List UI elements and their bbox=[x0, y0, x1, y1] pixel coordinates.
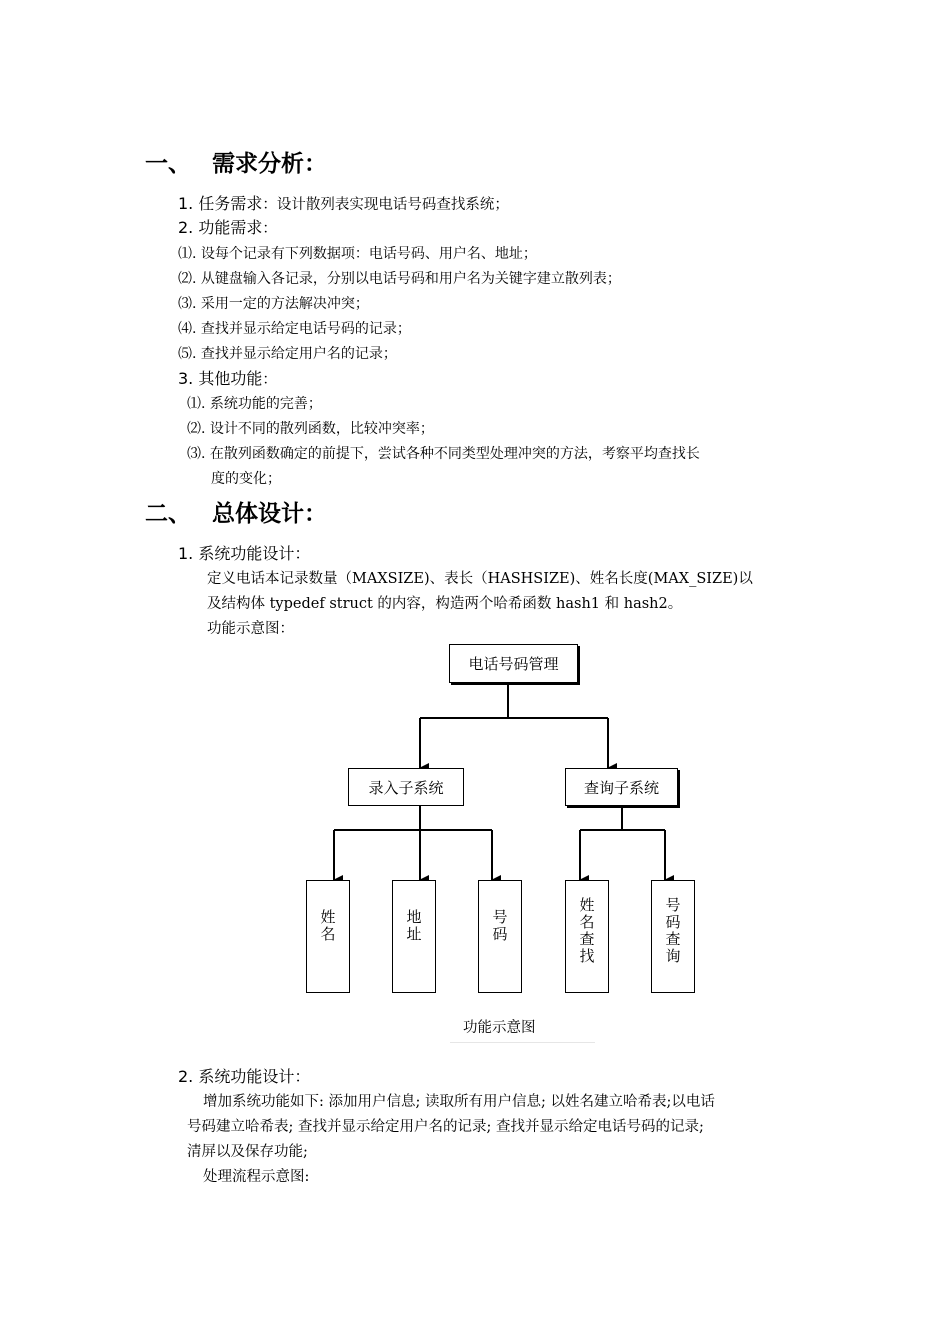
func-item: ⑴. 设每个记录有下列数据项：电话号码、用户名、地址； bbox=[178, 246, 537, 262]
other-text: ： bbox=[262, 372, 277, 388]
other-label: 3. 其他功能 bbox=[178, 369, 263, 388]
leaf-number-query-label: 号码查询 bbox=[665, 896, 681, 965]
leaf-address-label: 地址 bbox=[406, 908, 422, 943]
func-text: ： bbox=[262, 221, 277, 237]
leaf-name-label: 姓名 bbox=[320, 908, 336, 943]
section2-title: 总体设计： bbox=[212, 501, 327, 527]
diagram-root-label: 电话号码管理 bbox=[468, 655, 559, 673]
diagram-query-subsystem-box bbox=[565, 768, 678, 806]
section1-number: 一、 bbox=[145, 151, 191, 177]
sub2-line: 号码建立哈希表; 查找并显示给定用户名的记录; 查找并显示给定电话号码的记录; bbox=[187, 1119, 704, 1135]
sub2-line: 增加系统功能如下: 添加用户信息; 读取所有用户信息; 以姓名建立哈希表;以电话 bbox=[203, 1094, 715, 1110]
func-item: ⑸. 查找并显示给定用户名的记录； bbox=[178, 346, 397, 362]
diagram-root-box bbox=[449, 644, 578, 683]
other-item: ⑶. 在散列函数确定的前提下，尝试各种不同类型处理冲突的方法，考察平均查找长 bbox=[187, 446, 700, 462]
leaf-name-search-label: 姓名查找 bbox=[579, 896, 595, 965]
sub1-line: 定义电话本记录数量（MAXSIZE)、表长（HASHSIZE)、姓名长度(MAX_SIZE)以 bbox=[207, 571, 753, 587]
sub2-line: 处理流程示意图: bbox=[203, 1169, 310, 1185]
diagram-leaf-name-search bbox=[565, 880, 609, 993]
other-item: ⑴. 系统功能的完善； bbox=[187, 396, 322, 412]
diagram-query-subsystem-label: 查询子系统 bbox=[583, 778, 659, 797]
sub1-line: 及结构体 typedef struct 的内容，构造两个哈希函数 hash1 和 hash2。 bbox=[207, 596, 683, 612]
section1-title: 需求分析： bbox=[212, 151, 327, 177]
diagram-leaf-name bbox=[306, 880, 350, 993]
caption-divider bbox=[450, 1042, 595, 1043]
leaf-number-label: 号码 bbox=[492, 908, 508, 943]
func-item: ⑶. 采用一定的方法解决冲突； bbox=[178, 296, 369, 312]
diagram-leaf-number bbox=[478, 880, 522, 993]
task-label: 1. 任务需求 bbox=[178, 194, 263, 213]
other-item: 度的变化； bbox=[211, 471, 281, 487]
other-item: ⑵. 设计不同的散列函数，比较冲突率； bbox=[187, 421, 434, 437]
diagram-leaf-address bbox=[392, 880, 436, 993]
diagram-leaf-number-query bbox=[651, 880, 695, 993]
diagram-input-subsystem-label: 录入子系统 bbox=[368, 778, 444, 797]
sub2-line: 清屏以及保存功能; bbox=[187, 1144, 308, 1160]
sub2-label: 2. 系统功能设计： bbox=[178, 1067, 311, 1086]
section2-number: 二、 bbox=[145, 501, 191, 527]
func-label: 2. 功能需求 bbox=[178, 218, 263, 237]
diagram-input-subsystem-box bbox=[348, 768, 464, 806]
func-item: ⑷. 查找并显示给定电话号码的记录； bbox=[178, 321, 411, 337]
task-text: ：设计散列表实现电话号码查找系统； bbox=[262, 197, 509, 213]
diagram-caption: 功能示意图 bbox=[463, 1020, 536, 1036]
sub1-line: 功能示意图： bbox=[207, 621, 294, 637]
sub1-label: 1. 系统功能设计： bbox=[178, 544, 311, 563]
func-item: ⑵. 从键盘输入各记录，分别以电话号码和用户名为关键字建立散列表； bbox=[178, 271, 621, 287]
